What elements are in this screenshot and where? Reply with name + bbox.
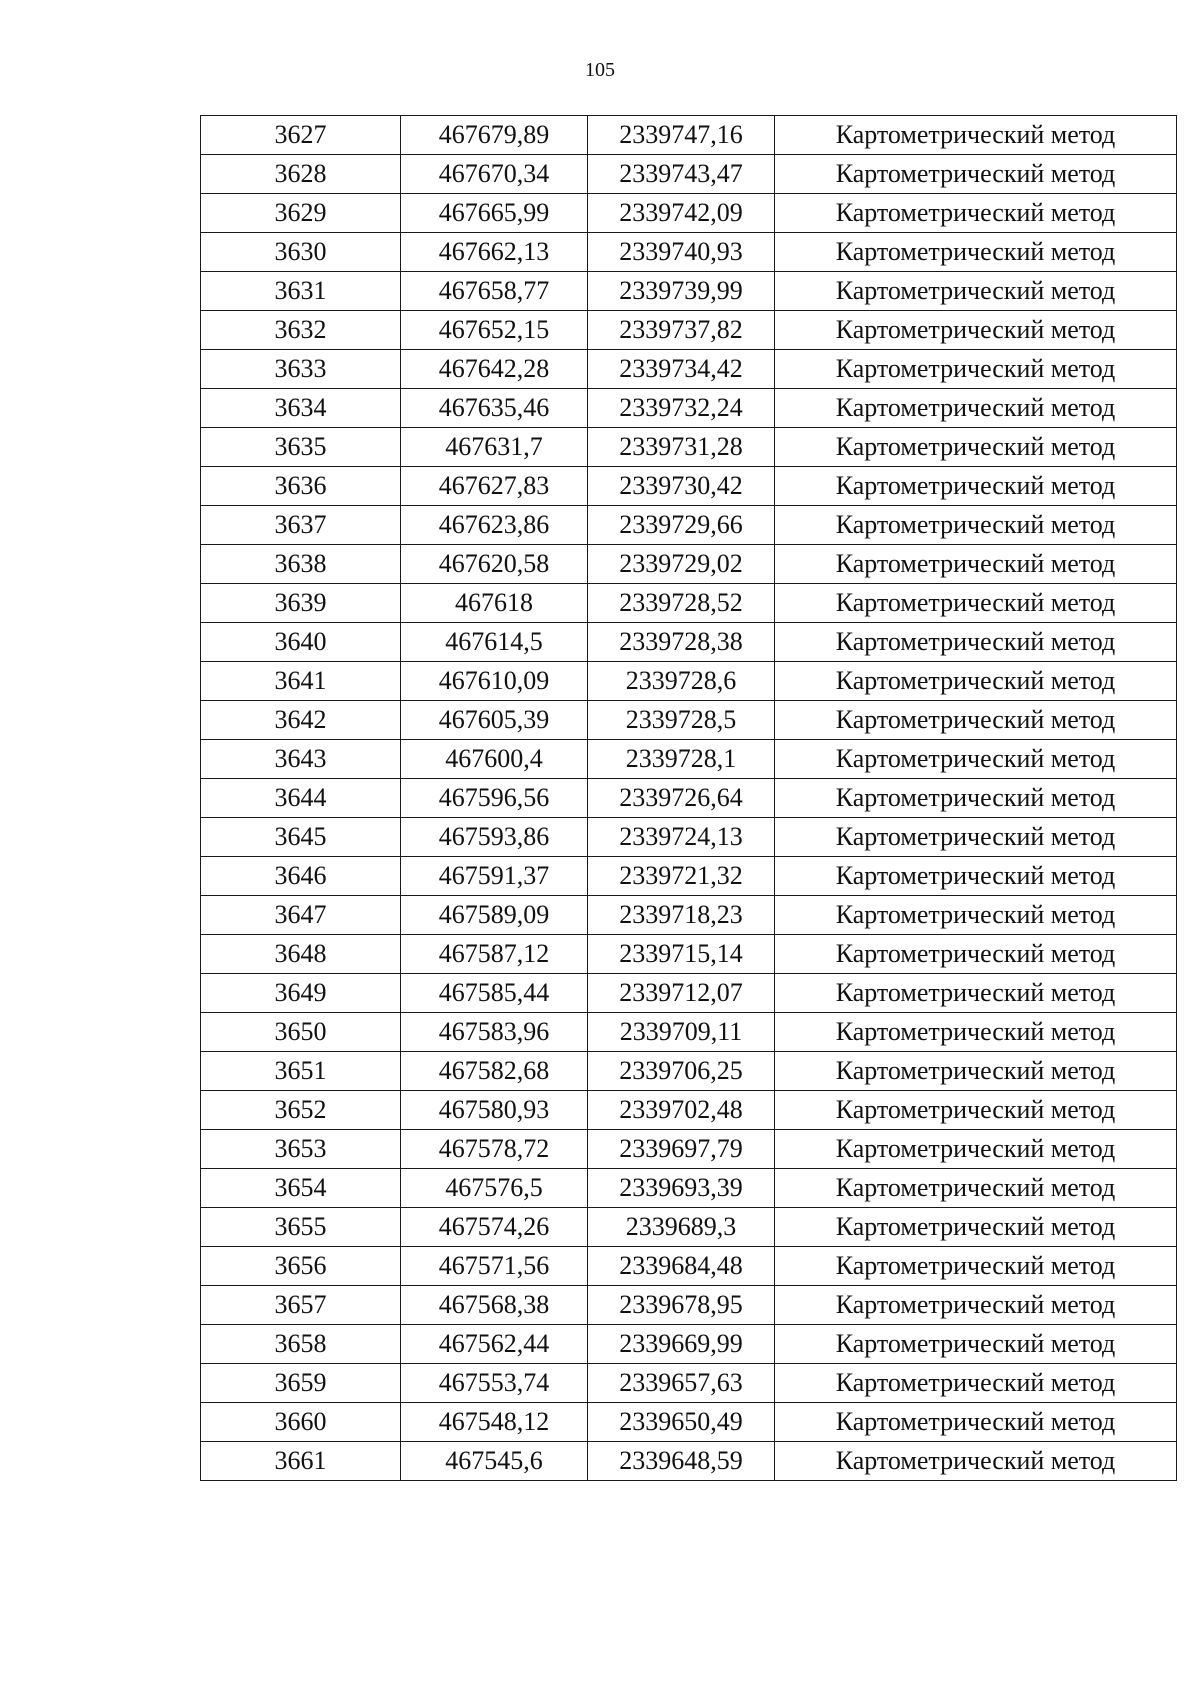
y-coordinate-cell: 2339728,5: [588, 701, 775, 740]
y-coordinate-cell: 2339731,28: [588, 428, 775, 467]
x-coordinate-cell: 467548,12: [401, 1403, 588, 1442]
x-coordinate-cell: 467553,74: [401, 1364, 588, 1403]
y-coordinate-cell: 2339709,11: [588, 1013, 775, 1052]
y-coordinate-cell: 2339712,07: [588, 974, 775, 1013]
y-coordinate-cell: 2339718,23: [588, 896, 775, 935]
method-cell: Картометрический метод: [775, 818, 1177, 857]
x-coordinate-cell: 467618: [401, 584, 588, 623]
method-cell: Картометрический метод: [775, 1325, 1177, 1364]
point-number-cell: 3640: [201, 623, 401, 662]
x-coordinate-cell: 467605,39: [401, 701, 588, 740]
point-number-cell: 3641: [201, 662, 401, 701]
point-number-cell: 3633: [201, 350, 401, 389]
method-cell: Картометрический метод: [775, 857, 1177, 896]
method-cell: Картометрический метод: [775, 155, 1177, 194]
x-coordinate-cell: 467596,56: [401, 779, 588, 818]
method-cell: Картометрический метод: [775, 545, 1177, 584]
table-row: [201, 155, 1177, 194]
method-cell: Картометрический метод: [775, 740, 1177, 779]
method-cell: Картометрический метод: [775, 194, 1177, 233]
method-cell: Картометрический метод: [775, 350, 1177, 389]
table-row: [201, 194, 1177, 233]
method-cell: Картометрический метод: [775, 233, 1177, 272]
method-cell: Картометрический метод: [775, 1286, 1177, 1325]
point-number-cell: 3660: [201, 1403, 401, 1442]
method-cell: Картометрический метод: [775, 1169, 1177, 1208]
y-coordinate-cell: 2339728,6: [588, 662, 775, 701]
method-cell: Картометрический метод: [775, 1442, 1177, 1481]
point-number-cell: 3653: [201, 1130, 401, 1169]
table-row: [201, 1052, 1177, 1091]
method-cell: Картометрический метод: [775, 623, 1177, 662]
y-coordinate-cell: 2339742,09: [588, 194, 775, 233]
point-number-cell: 3637: [201, 506, 401, 545]
y-coordinate-cell: 2339648,59: [588, 1442, 775, 1481]
table-row: [201, 116, 1177, 155]
method-cell: Картометрический метод: [775, 1403, 1177, 1442]
y-coordinate-cell: 2339743,47: [588, 155, 775, 194]
point-number-cell: 3646: [201, 857, 401, 896]
method-cell: Картометрический метод: [775, 779, 1177, 818]
method-cell: Картометрический метод: [775, 428, 1177, 467]
method-cell: Картометрический метод: [775, 1208, 1177, 1247]
method-cell: Картометрический метод: [775, 116, 1177, 155]
table-row: [201, 1013, 1177, 1052]
x-coordinate-cell: 467580,93: [401, 1091, 588, 1130]
point-number-cell: 3643: [201, 740, 401, 779]
page-number: 105: [585, 59, 615, 81]
point-number-cell: 3628: [201, 155, 401, 194]
x-coordinate-cell: 467593,86: [401, 818, 588, 857]
table-row: [201, 1364, 1177, 1403]
y-coordinate-cell: 2339739,99: [588, 272, 775, 311]
point-number-cell: 3638: [201, 545, 401, 584]
table-row: [201, 233, 1177, 272]
method-cell: Картометрический метод: [775, 506, 1177, 545]
x-coordinate-cell: 467652,15: [401, 311, 588, 350]
x-coordinate-cell: 467600,4: [401, 740, 588, 779]
method-cell: Картометрический метод: [775, 1013, 1177, 1052]
point-number-cell: 3652: [201, 1091, 401, 1130]
table-row: [201, 467, 1177, 506]
table-row: [201, 389, 1177, 428]
y-coordinate-cell: 2339747,16: [588, 116, 775, 155]
x-coordinate-cell: 467679,89: [401, 116, 588, 155]
point-number-cell: 3659: [201, 1364, 401, 1403]
point-number-cell: 3631: [201, 272, 401, 311]
x-coordinate-cell: 467614,5: [401, 623, 588, 662]
point-number-cell: 3647: [201, 896, 401, 935]
method-cell: Картометрический метод: [775, 896, 1177, 935]
table-row: [201, 935, 1177, 974]
point-number-cell: 3649: [201, 974, 401, 1013]
table-row: [201, 428, 1177, 467]
x-coordinate-cell: 467620,58: [401, 545, 588, 584]
table-row: [201, 1247, 1177, 1286]
method-cell: Картометрический метод: [775, 974, 1177, 1013]
method-cell: Картометрический метод: [775, 1052, 1177, 1091]
table-row: [201, 896, 1177, 935]
point-number-cell: 3656: [201, 1247, 401, 1286]
method-cell: Картометрический метод: [775, 1091, 1177, 1130]
x-coordinate-cell: 467635,46: [401, 389, 588, 428]
table-row: [201, 584, 1177, 623]
x-coordinate-cell: 467658,77: [401, 272, 588, 311]
point-number-cell: 3634: [201, 389, 401, 428]
y-coordinate-cell: 2339706,25: [588, 1052, 775, 1091]
point-number-cell: 3658: [201, 1325, 401, 1364]
point-number-cell: 3651: [201, 1052, 401, 1091]
x-coordinate-cell: 467627,83: [401, 467, 588, 506]
coordinates-table-body: [201, 116, 1177, 1481]
y-coordinate-cell: 2339726,64: [588, 779, 775, 818]
x-coordinate-cell: 467562,44: [401, 1325, 588, 1364]
y-coordinate-cell: 2339732,24: [588, 389, 775, 428]
x-coordinate-cell: 467574,26: [401, 1208, 588, 1247]
table-row: [201, 779, 1177, 818]
table-row: [201, 701, 1177, 740]
x-coordinate-cell: 467587,12: [401, 935, 588, 974]
point-number-cell: 3636: [201, 467, 401, 506]
point-number-cell: 3650: [201, 1013, 401, 1052]
table-row: [201, 740, 1177, 779]
y-coordinate-cell: 2339689,3: [588, 1208, 775, 1247]
x-coordinate-cell: 467576,5: [401, 1169, 588, 1208]
point-number-cell: 3629: [201, 194, 401, 233]
point-number-cell: 3654: [201, 1169, 401, 1208]
table-row: [201, 1325, 1177, 1364]
point-number-cell: 3657: [201, 1286, 401, 1325]
y-coordinate-cell: 2339715,14: [588, 935, 775, 974]
point-number-cell: 3627: [201, 116, 401, 155]
y-coordinate-cell: 2339729,02: [588, 545, 775, 584]
y-coordinate-cell: 2339669,99: [588, 1325, 775, 1364]
method-cell: Картометрический метод: [775, 389, 1177, 428]
y-coordinate-cell: 2339724,13: [588, 818, 775, 857]
method-cell: Картометрический метод: [775, 467, 1177, 506]
x-coordinate-cell: 467591,37: [401, 857, 588, 896]
y-coordinate-cell: 2339697,79: [588, 1130, 775, 1169]
x-coordinate-cell: 467585,44: [401, 974, 588, 1013]
table-row: [201, 1169, 1177, 1208]
point-number-cell: 3642: [201, 701, 401, 740]
y-coordinate-cell: 2339740,93: [588, 233, 775, 272]
x-coordinate-cell: 467610,09: [401, 662, 588, 701]
method-cell: Картометрический метод: [775, 935, 1177, 974]
method-cell: Картометрический метод: [775, 311, 1177, 350]
point-number-cell: 3655: [201, 1208, 401, 1247]
table-row: [201, 974, 1177, 1013]
point-number-cell: 3644: [201, 779, 401, 818]
x-coordinate-cell: 467631,7: [401, 428, 588, 467]
x-coordinate-cell: 467582,68: [401, 1052, 588, 1091]
y-coordinate-cell: 2339729,66: [588, 506, 775, 545]
coordinates-table: [200, 115, 1177, 1481]
point-number-cell: 3632: [201, 311, 401, 350]
method-cell: Картометрический метод: [775, 662, 1177, 701]
y-coordinate-cell: 2339730,42: [588, 467, 775, 506]
x-coordinate-cell: 467571,56: [401, 1247, 588, 1286]
method-cell: Картометрический метод: [775, 584, 1177, 623]
table-row: [201, 1286, 1177, 1325]
table-row: [201, 1403, 1177, 1442]
table-row: [201, 1091, 1177, 1130]
y-coordinate-cell: 2339650,49: [588, 1403, 775, 1442]
x-coordinate-cell: 467589,09: [401, 896, 588, 935]
point-number-cell: 3648: [201, 935, 401, 974]
point-number-cell: 3661: [201, 1442, 401, 1481]
table-row: [201, 272, 1177, 311]
y-coordinate-cell: 2339684,48: [588, 1247, 775, 1286]
method-cell: Картометрический метод: [775, 1130, 1177, 1169]
table-row: [201, 545, 1177, 584]
point-number-cell: 3639: [201, 584, 401, 623]
y-coordinate-cell: 2339657,63: [588, 1364, 775, 1403]
x-coordinate-cell: 467545,6: [401, 1442, 588, 1481]
table-row: [201, 1442, 1177, 1481]
table-row: [201, 1208, 1177, 1247]
y-coordinate-cell: 2339702,48: [588, 1091, 775, 1130]
method-cell: Картометрический метод: [775, 701, 1177, 740]
y-coordinate-cell: 2339737,82: [588, 311, 775, 350]
x-coordinate-cell: 467623,86: [401, 506, 588, 545]
table-row: [201, 623, 1177, 662]
x-coordinate-cell: 467578,72: [401, 1130, 588, 1169]
y-coordinate-cell: 2339728,38: [588, 623, 775, 662]
point-number-cell: 3630: [201, 233, 401, 272]
y-coordinate-cell: 2339678,95: [588, 1286, 775, 1325]
table-row: [201, 506, 1177, 545]
point-number-cell: 3645: [201, 818, 401, 857]
y-coordinate-cell: 2339734,42: [588, 350, 775, 389]
x-coordinate-cell: 467670,34: [401, 155, 588, 194]
table-row: [201, 350, 1177, 389]
x-coordinate-cell: 467583,96: [401, 1013, 588, 1052]
table-row: [201, 857, 1177, 896]
x-coordinate-cell: 467642,28: [401, 350, 588, 389]
table-row: [201, 1130, 1177, 1169]
table-row: [201, 311, 1177, 350]
y-coordinate-cell: 2339721,32: [588, 857, 775, 896]
method-cell: Картометрический метод: [775, 1364, 1177, 1403]
method-cell: Картометрический метод: [775, 1247, 1177, 1286]
method-cell: Картометрический метод: [775, 272, 1177, 311]
y-coordinate-cell: 2339728,1: [588, 740, 775, 779]
table-row: [201, 818, 1177, 857]
x-coordinate-cell: 467568,38: [401, 1286, 588, 1325]
y-coordinate-cell: 2339693,39: [588, 1169, 775, 1208]
point-number-cell: 3635: [201, 428, 401, 467]
y-coordinate-cell: 2339728,52: [588, 584, 775, 623]
x-coordinate-cell: 467665,99: [401, 194, 588, 233]
table-row: [201, 662, 1177, 701]
x-coordinate-cell: 467662,13: [401, 233, 588, 272]
